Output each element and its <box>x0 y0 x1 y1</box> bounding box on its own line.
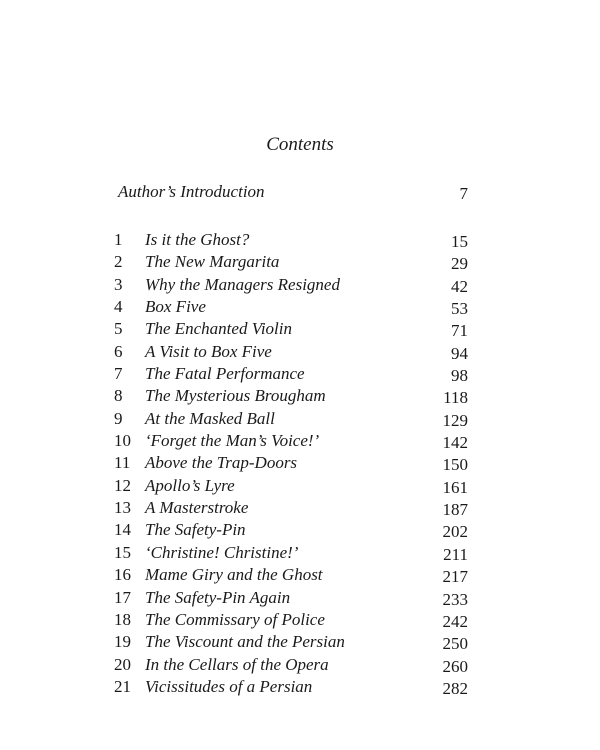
chapter-title: A Masterstroke <box>145 498 249 518</box>
chapter-entry <box>114 564 468 586</box>
chapter-page-number: 233 <box>442 589 468 609</box>
chapter-entry <box>114 251 468 273</box>
chapter-page-number: 187 <box>442 500 468 520</box>
chapter-title: Is it the Ghost? <box>145 230 250 249</box>
chapter-number: 1 <box>114 230 123 249</box>
chapter-number: 21 <box>114 676 131 696</box>
chapter-entry <box>114 542 468 564</box>
chapter-number: 8 <box>114 386 123 406</box>
chapter-title: The Safety-Pin <box>145 520 246 540</box>
chapter-entry <box>114 296 468 318</box>
chapter-number: 5 <box>114 319 123 339</box>
chapter-title: The Commissary of Police <box>145 609 325 629</box>
chapter-title: Mame Giry and the Ghost <box>145 565 323 585</box>
chapter-entry <box>114 587 468 609</box>
chapter-number: 2 <box>114 252 123 272</box>
contents-heading: Contents <box>266 134 334 155</box>
chapter-entry <box>114 363 468 385</box>
chapter-number: 19 <box>114 632 131 652</box>
chapter-number: 6 <box>114 341 123 361</box>
chapter-page-number: 260 <box>442 656 468 676</box>
chapter-title: At the Masked Ball <box>145 408 275 428</box>
chapter-entry <box>114 676 468 698</box>
chapter-page-number: 242 <box>442 611 468 631</box>
chapter-number: 11 <box>114 453 131 473</box>
chapter-title: Box Five <box>145 297 206 317</box>
chapter-page-number: 129 <box>442 410 468 430</box>
chapter-entry <box>114 654 468 676</box>
chapter-number: 4 <box>114 297 123 317</box>
chapter-title: Why the Managers Resigned <box>145 274 340 294</box>
chapter-entry <box>114 452 468 474</box>
chapter-number: 10 <box>114 431 131 451</box>
chapter-entry <box>114 497 468 519</box>
chapter-page-number: 118 <box>443 388 468 408</box>
chapter-page-number: 282 <box>442 678 468 698</box>
chapter-number: 15 <box>114 542 131 562</box>
chapter-title: The Safety-Pin Again <box>145 587 291 607</box>
chapter-page-number: 29 <box>451 254 468 274</box>
chapter-number: 3 <box>114 274 123 294</box>
chapter-entry <box>114 475 468 497</box>
chapter-entry <box>114 609 468 631</box>
chapter-entry <box>114 519 468 541</box>
chapter-title: Vicissitudes of a Persian <box>145 676 313 696</box>
chapter-page-number: 202 <box>442 522 468 542</box>
chapter-page-number: 94 <box>451 343 468 363</box>
chapter-title: ‘Forget the Man’s Voice!’ <box>145 431 320 451</box>
introduction-page-number: 7 <box>459 184 468 203</box>
chapter-page-number: 15 <box>451 232 468 251</box>
chapter-entry <box>114 318 468 340</box>
chapter-page-number: 98 <box>451 366 468 386</box>
chapter-entry <box>114 229 468 251</box>
chapter-number: 9 <box>114 408 123 428</box>
introduction-title: Author’s Introduction <box>118 182 265 201</box>
chapter-number: 17 <box>114 587 131 607</box>
chapter-title: Above the Trap-Doors <box>145 453 298 473</box>
chapter-number: 14 <box>114 520 131 540</box>
chapter-page-number: 71 <box>451 321 468 341</box>
chapter-number: 18 <box>114 609 131 629</box>
chapter-title: The New Margarita <box>145 252 280 272</box>
chapter-number: 12 <box>114 475 131 495</box>
chapter-entry <box>114 274 468 296</box>
chapter-title: The Enchanted Violin <box>145 319 292 339</box>
chapter-number: 7 <box>114 364 123 384</box>
chapter-page-number: 53 <box>451 299 468 319</box>
chapter-entry <box>114 408 468 430</box>
chapter-title: Apollo’s Lyre <box>145 475 235 495</box>
chapter-title: The Viscount and the Persian <box>145 632 345 652</box>
chapter-title: The Fatal Performance <box>145 364 305 384</box>
chapter-title: ‘Christine! Christine!’ <box>145 542 299 562</box>
chapter-entry <box>114 430 468 452</box>
chapter-page-number: 42 <box>451 276 468 296</box>
chapter-number: 16 <box>114 565 131 585</box>
chapter-entry <box>114 385 468 407</box>
chapter-page-number: 211 <box>443 544 468 564</box>
chapter-title: The Mysterious Brougham <box>145 386 326 406</box>
chapter-page-number: 217 <box>442 567 468 587</box>
chapter-list <box>114 229 468 698</box>
chapter-page-number: 150 <box>442 455 468 475</box>
chapter-entry <box>114 631 468 653</box>
chapter-page-number: 250 <box>442 634 468 654</box>
chapter-number: 20 <box>114 654 131 674</box>
chapter-title: In the Cellars of the Opera <box>145 654 329 674</box>
chapter-page-number: 142 <box>442 433 468 453</box>
chapter-number: 13 <box>114 498 131 518</box>
introduction-entry <box>118 182 468 204</box>
chapter-page-number: 161 <box>442 477 468 497</box>
chapter-entry <box>114 341 468 363</box>
chapter-title: A Visit to Box Five <box>145 341 272 361</box>
